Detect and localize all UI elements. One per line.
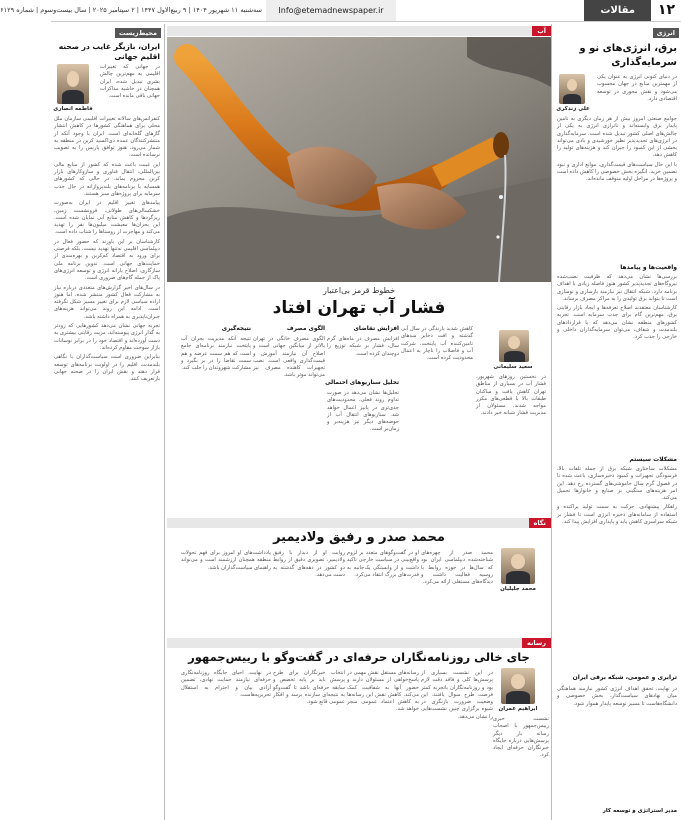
author-photo <box>501 668 535 704</box>
feature-body-4: الگوی مصرف خانگی در تهران بالاتر از میانگین جهانی است و اصلاح آن نیازمند آموزش و قیمت‌گذاری واقعی است. نصب تجهیزات کاهنده مصرف نیز می‌تواند موثر باشد. <box>253 336 325 379</box>
obit-body-1: محمد صدر از چهره‌های شناخته‌شده دیپلماسی ایران بود که سال‌ها در حوزه روابط با روسیه فعالیت داشت و دیدگاه‌های مستقلی ارائه می‌کرد. <box>421 550 493 586</box>
climate-headline[interactable]: ایران، بازیگر غایب در صحنه اقلیم جهانی <box>58 42 160 61</box>
energy-body-1: در دنیای کنونی انرژی به عنوان یکی از مهمترین منابع در جهان محسوب می‌شود و نقش محوری در توسعه اقتصادی دارد. <box>597 74 677 102</box>
media-body-4: انتخاب خبرنگاران برای طرح پرسش باید بر پایه تخصص و سابقه حرفه‌ای باشد تا گفت‌وگو به نتیجه‌ای سازنده برسد و افکار عمومی قانع شود. <box>273 670 345 706</box>
media-tag: رسانه <box>522 638 551 648</box>
water-section-bar <box>167 26 551 36</box>
media-body-2: در این نشست بسیاری از پرسش‌ها کلی و فاقد دقت لازم بود و روزنامه‌نگاران باتجربه کمتر فرصت طرح سوال یافتند. این وضعیت ضرورت بازنگری در شیوه برگزاری چنین نشست‌هایی را نشان می‌دهد. <box>421 670 493 720</box>
masthead-bar <box>0 0 681 22</box>
energy-author: علی زندکری <box>556 106 590 112</box>
feature-body-2: افزایش مصرف در ماه‌های گرم سال، فشار بر شبکه توزیع را دوچندان کرده است. <box>327 336 399 357</box>
energy-footer-tag: ترابری و عمومی، شبکه برقی ایران <box>572 674 677 681</box>
feature-body-5: نتیجه آنکه مدیریت بحران آب پایتخت نیازمند برنامه‌ای جامع است که هم سمت عرضه و هم سمت تقاضا را در بر بگیرد و مشارکت شهروندان را جلب کند. <box>181 336 251 372</box>
water-tag: آب <box>532 26 551 36</box>
energy-body-3: بررسی‌ها نشان می‌دهد که ظرفیت نصب‌شده نیروگاه‌های تجدیدپذیر کشور هنوز فاصله زیادی با اهداف برنامه دارد. شبکه انتقال نیز نیازمند بازسازی و نوسازی است تا بتواند برق تولیدی را به مراکز مصرف برساند. کارشناسان معتقدند اصلاح تعرفه‌ها و ایجاد بازار رقابتی برق، مهم‌ترین گام برای جذب سرمایه است. تجربه کشورهای منطقه نشان می‌دهد که با قراردادهای بلندمدت و شفاف، می‌توان سرمایه‌گذاران داخلی و خارجی را جذب کرد. <box>557 274 677 341</box>
section-title: مقالات <box>584 0 651 21</box>
obit-body-3: روایت او از دیدار با رفیق ولادیمیر، تصویری دقیق از روابط دو کشور در دهه‌های گذشته به دست می‌دهد. <box>273 550 345 578</box>
energy-body-5: در نهایت، تحقق اهداف انرژی کشور نیازمند هماهنگی میان نهادهای سیاست‌گذار، بخش خصوصی و دانشگاه‌هاست تا مسیر توسعه پایدار هموار شود. <box>557 686 677 707</box>
climate-author: فاطمه انصاری <box>53 106 93 112</box>
media-section-bar <box>167 638 551 648</box>
climate-body-1: در جهانی که تغییرات اقلیمی به مهم‌ترین چالش بشری تبدیل شده، ایران همچنان در حاشیه مذاکرات جهانی باقی مانده است. <box>100 64 160 100</box>
author-photo <box>57 64 89 104</box>
energy-headline[interactable]: برق، انرژی‌های نو و سرمایه‌گذاری <box>579 43 677 68</box>
author-photo <box>559 74 585 104</box>
feature-subhead-2: تحلیل سناریوهای احتمالی <box>325 380 399 386</box>
column-divider <box>164 24 165 820</box>
obit-body-4: یادداشت‌های او امروز برای فهم تحولات منطقه همچنان ارزشمند است و می‌تواند راهنمای سیاست‌گذاران باشد. <box>181 550 271 571</box>
climate-tag: محیط‌زیست <box>115 28 161 38</box>
feature-body-1b: کاهش شدید بارندگی در سال آبی گذشته و افت ذخایر سدهای تامین‌کننده آب پایتخت، شرکت آب و فاضلاب را ناچار به اعمال محدودیت کرده است. <box>401 326 473 362</box>
media-body-3: رسانه‌های مستقل نقش مهمی در پاسخ‌خواهی از مسئولان دارند و حضور آنها به شفافیت کمک می‌کند. کاهش نقش این رسانه‌ها به کاهش اعتماد عمومی منجر خواهد شد. <box>347 670 419 713</box>
media-body-5: در نهایت، احیای جایگاه روزنامه‌نگاری حرفه‌ای نیازمند حمایت نهادی، تضمین آزادی بیان و احترام به استقلال تحریریه‌هاست. <box>181 670 271 698</box>
feature-subhead-3: الگوی مصرف <box>286 326 325 332</box>
water-pipe-illustration <box>167 37 551 282</box>
obit-headline[interactable]: محمد صدر و رفیق ولادیمیر <box>273 530 445 545</box>
energy-tag: انرژی <box>653 28 679 38</box>
climate-body-2: کنفرانس‌های سالانه تغییرات اقلیمی سازمان ملل محلی برای هماهنگی کشورها در کاهش انتشار گازهای گلخانه‌ای است. ایران با وجود آنکه از منتشرکنندگان عمده دی‌اکسید کربن در منطقه به شمار می‌رود، هنوز توافق پاریس را به تصویب نرسانده است. این غیبت باعث شده که کشور از منابع مالی بین‌المللی، انتقال فناوری و سازوکارهای بازار کربن محروم بماند. در حالی که کشورهای همسایه با برنامه‌های بلندپروازانه در حال جذب سرمایه برای پروژه‌های سبز هستند. پیامدهای تغییر اقلیم در ایران به‌صورت خشکسالی‌های طولانی، فرونشست زمین، ریزگردها و کاهش منابع آبی نمایان شده است. این بحران‌ها معیشت میلیون‌ها نفر را تهدید می‌کند و مهاجرت از روستاها را شتاب داده است. کارشناسان بر این باورند که حضور فعال در دیپلماسی اقلیمی نه‌تنها تهدید نیست، بلکه فرصتی برای ورود به اقتصاد کم‌کربن و بهره‌مندی از حمایت‌های جهانی است. تدوین برنامه ملی سازگاری، اصلاح یارانه انرژی و توسعه انرژی‌های پاک از جمله گام‌های ضروری است. در سال‌های اخیر گزارش‌های متعددی درباره نیاز به مشارکت فعال کشور منتشر شده، اما هنوز اراده سیاسی لازم برای تغییر مسیر شکل نگرفته است. ادامه این روند می‌تواند هزینه‌های جبران‌ناپذیری به همراه داشته باشد. تجربه جهانی نشان می‌دهد کشورهایی که زودتر به گذار انرژی پیوسته‌اند، مزیت رقابتی بیشتری به دست آورده‌اند و اقتصاد خود را در برابر نوسانات بازار سوخت مقاوم کرده‌اند. بنابراین ضروری است سیاست‌گذاران با نگاهی بلندمدت، اقلیم را در اولویت برنامه‌های توسعه قرار دهند و نقش ایران را در صحنه جهانی بازتعریف کنند. <box>54 116 160 383</box>
feature-subhead-1: افزایش تقاضای <box>353 326 399 332</box>
media-body-1: نشست خبری رییس‌جمهور با اصحاب رسانه بار دیگر پرسش‌هایی درباره جایگاه خبرنگاران حرفه‌ای ایجاد کرد. <box>493 716 549 759</box>
media-headline[interactable]: جای خالی روزنامه‌نگاران حرفه‌ای در گفت‌وگو با رییس‌جمهور <box>188 650 530 664</box>
feature-kicker: خطوط قرمز بی‌اعتبار <box>322 286 396 295</box>
media-author: ابراهیم عمران <box>498 706 538 712</box>
energy-body-4: مشکلات ساختاری شبکه برق از جمله تلفات بالا، فرسودگی تجهیزات و کمبود ذخیره‌سازی، باعث شده تا در فصول گرم سال خاموشی‌های گسترده رخ دهد. این امر هزینه‌های سنگینی بر صنایع و خانوارها تحمیل می‌کند. راهکار پیشنهادی، حرکت به سمت تولید پراکنده و استفاده از سامانه‌های ذخیره انرژی است تا فشار بر شبکه سراسری کاهش یابد و پایداری افزایش پیدا کند. <box>557 466 677 526</box>
page-number: ۱۲ <box>657 2 675 18</box>
feature-headline[interactable]: فشار آب تهران افتاد <box>272 298 446 318</box>
feature-author: سعید سلیمانی <box>493 364 533 370</box>
feature-subhead-4: نتیجه‌گیری <box>221 326 251 332</box>
email-link[interactable]: Info@etemadnewspaper.ir <box>266 0 396 21</box>
opinion-tag: نگاه <box>529 518 552 528</box>
obit-author: محمد جلیلیان <box>500 586 536 592</box>
climate-article <box>51 24 163 820</box>
energy-body-2: جوامع صنعتی امروز بیش از هر زمان دیگری به تامین پایدار برق وابسته‌اند و ناترازی انرژی به یکی از چالش‌های اصلی کشور تبدیل شده است. سرمایه‌گذاری در انرژی‌های تجدیدپذیر نظیر خورشیدی و بادی می‌تواند بخشی از این کمبود را جبران کند و هزینه‌های تولید را کاهش دهد. با این حال سیاست‌های قیمت‌گذاری، موانع اداری و نبود تضمین خرید، انگیزه بخش خصوصی را کاهش داده است و پروژه‌ها در مراحل اولیه متوقف مانده‌اند. <box>557 116 677 183</box>
column-divider <box>551 24 552 820</box>
energy-author2: مدیر استراتژی و توسعه کار <box>602 808 677 814</box>
author-photo <box>501 548 535 584</box>
energy-subhead-2: مشکلات سیستم <box>629 456 677 463</box>
energy-article <box>553 24 681 820</box>
feature-body-1: در نخستین روزهای شهریور، فشار آب در بسیاری از مناطق تهران کاهش یافت و ساکنان طبقات بالا با قطعی‌های مکرر مواجه شدند. مسئولان از مدیریت فشار شبانه خبر دادند. <box>476 374 546 417</box>
author-photo <box>499 330 529 362</box>
feature-photo <box>167 37 551 282</box>
dateline: سه‌شنبه ۱۱ شهریور ۱۴۰۴ | ۹ ربیع‌الاول ۱۴۴۷ | ۲ سپتامبر ۲۰۲۵ | سال بیست‌وسوم | شماره ۶۱۲۹ <box>0 6 262 14</box>
energy-subhead-1: واقعیت‌ها و پیامدها <box>620 264 677 271</box>
obit-body-2: او در گفت‌وگوهای متعدد بر لزوم واقع‌بینی در سیاست خارجی تاکید داشت و از وابستگی یک‌جانبه به قدرت‌های بزرگ انتقاد می‌کرد. <box>347 550 419 578</box>
feature-body-3: تحلیل‌ها نشان می‌دهد در صورت تداوم روند فعلی، محدودیت‌های جدی‌تری در پاییز اعمال خواهد شد. سناریوهای انتقال آب از حوضه‌های دیگر نیز هزینه‌بر و زمان‌بر است. <box>327 390 399 433</box>
opinion-section-bar <box>167 518 551 528</box>
